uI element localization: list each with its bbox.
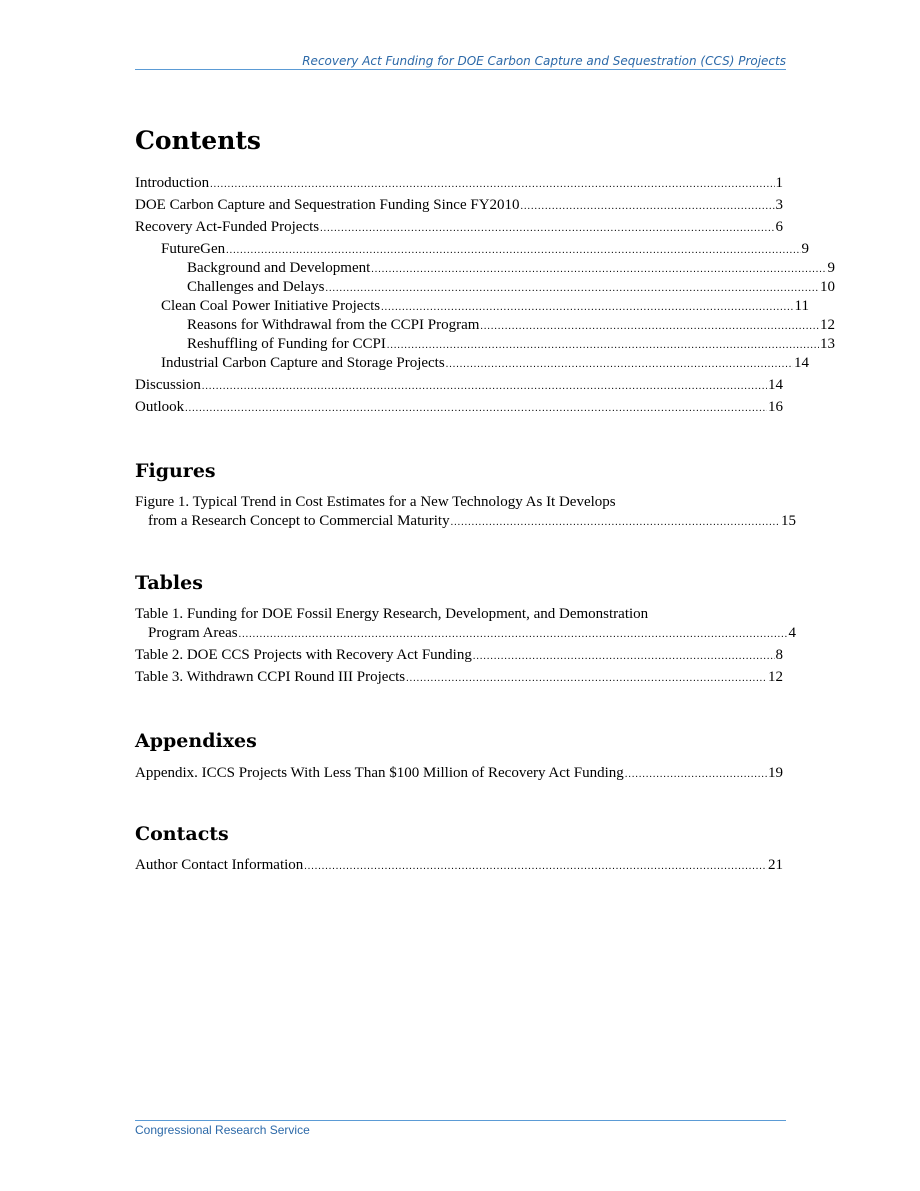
tables-list <box>135 605 796 687</box>
leader-dots <box>226 241 800 260</box>
toc-entry-label: DOE Carbon Capture and Sequestration Funding Since FY2010 <box>135 197 520 213</box>
toc-page-number: 9 <box>801 241 809 257</box>
tables-heading: Tables <box>135 572 203 594</box>
figure-entry[interactable] <box>135 493 796 531</box>
toc-entry[interactable] <box>135 376 783 395</box>
table-entry-label: Table 1. Funding for DOE Fossil Energy Research, Development, and Demonstration <box>135 606 649 622</box>
leader-dots <box>202 377 767 396</box>
leader-dots <box>304 857 767 876</box>
table-entry[interactable] <box>135 605 796 643</box>
header-rule <box>135 69 786 70</box>
leader-dots <box>473 647 775 666</box>
toc-entry-label: Outlook <box>135 399 185 415</box>
toc-page-number: 3 <box>775 197 783 213</box>
toc-entry-label: Clean Coal Power Initiative Projects <box>161 298 381 314</box>
toc-entry-label: Background and Development <box>187 260 371 276</box>
contents-list <box>135 174 835 417</box>
toc-page-number: 6 <box>775 219 783 235</box>
leader-dots <box>185 399 767 418</box>
toc-entry-label: Recovery Act-Funded Projects <box>135 219 320 235</box>
leader-dots <box>320 219 774 238</box>
toc-page-number: 11 <box>794 298 809 314</box>
figure-entry-label-continued: from a Research Concept to Commercial Maturity <box>148 513 450 529</box>
toc-entry-label: Industrial Carbon Capture and Storage Projects <box>161 355 445 371</box>
toc-page-number: 16 <box>768 399 783 415</box>
running-header: Recovery Act Funding for DOE Carbon Capture and Sequestration (CCS) Projects <box>302 54 786 68</box>
toc-entry-label: Challenges and Delays <box>187 279 325 295</box>
toc-entry[interactable] <box>135 278 835 297</box>
toc-page-number: 13 <box>820 336 835 352</box>
leader-dots <box>210 175 774 194</box>
leader-dots <box>325 279 819 298</box>
appendix-entry[interactable] <box>135 764 783 783</box>
appendixes-heading: Appendixes <box>135 730 257 752</box>
leader-dots <box>451 513 780 532</box>
toc-entry[interactable] <box>135 297 809 316</box>
table-entry[interactable] <box>135 668 783 687</box>
leader-dots <box>239 625 788 644</box>
leader-dots <box>625 765 767 784</box>
contents-heading: Contents <box>135 126 262 155</box>
table-entry-label-continued: Program Areas <box>148 625 238 641</box>
toc-entry[interactable] <box>135 240 809 259</box>
toc-page-number: 21 <box>768 857 783 873</box>
toc-entry[interactable] <box>135 196 783 215</box>
figures-heading: Figures <box>135 460 216 482</box>
appendixes-list <box>135 764 783 783</box>
toc-entry-label: Reasons for Withdrawal from the CCPI Program <box>187 317 480 333</box>
leader-dots <box>521 197 775 216</box>
footer-rule <box>135 1120 786 1121</box>
toc-entry[interactable] <box>135 316 835 335</box>
leader-dots <box>446 355 793 374</box>
table-entry-label: Table 3. Withdrawn CCPI Round III Projects <box>135 669 406 685</box>
toc-entry-label: Introduction <box>135 175 210 191</box>
toc-page-number: 9 <box>827 260 835 276</box>
toc-page-number: 1 <box>775 175 783 191</box>
toc-page-number: 12 <box>768 669 783 685</box>
toc-entry[interactable] <box>135 335 835 354</box>
contacts-list <box>135 856 783 875</box>
contact-entry-label: Author Contact Information <box>135 857 304 873</box>
toc-entry[interactable] <box>135 354 809 373</box>
leader-dots <box>381 298 793 317</box>
contacts-heading: Contacts <box>135 823 229 845</box>
toc-page-number: 19 <box>768 765 783 781</box>
appendix-entry-label: Appendix. ICCS Projects With Less Than $100 Million of Recovery Act Funding <box>135 765 624 781</box>
toc-entry[interactable] <box>135 259 835 278</box>
page-footer: Congressional Research Service <box>135 1123 310 1137</box>
toc-page-number: 4 <box>788 625 796 641</box>
leader-dots <box>387 336 819 355</box>
leader-dots <box>480 317 819 336</box>
toc-page-number: 14 <box>768 377 783 393</box>
leader-dots <box>406 669 767 688</box>
toc-page-number: 8 <box>775 647 783 663</box>
toc-entry[interactable] <box>135 218 783 237</box>
toc-page-number: 15 <box>781 513 796 529</box>
toc-entry[interactable] <box>135 398 783 417</box>
figures-list <box>135 493 796 531</box>
contact-entry[interactable] <box>135 856 783 875</box>
toc-entry-label: Discussion <box>135 377 201 393</box>
toc-page-number: 12 <box>820 317 835 333</box>
toc-page-number: 10 <box>820 279 835 295</box>
toc-entry[interactable] <box>135 174 783 193</box>
toc-entry-label: FutureGen <box>161 241 226 257</box>
toc-page-number: 14 <box>794 355 809 371</box>
toc-entry-label: Reshuffling of Funding for CCPI <box>187 336 386 352</box>
leader-dots <box>371 260 826 279</box>
table-entry[interactable] <box>135 646 783 665</box>
figure-entry-label: Figure 1. Typical Trend in Cost Estimates for a New Technology As It Develops <box>135 494 616 510</box>
table-entry-label: Table 2. DOE CCS Projects with Recovery Act Funding <box>135 647 472 663</box>
